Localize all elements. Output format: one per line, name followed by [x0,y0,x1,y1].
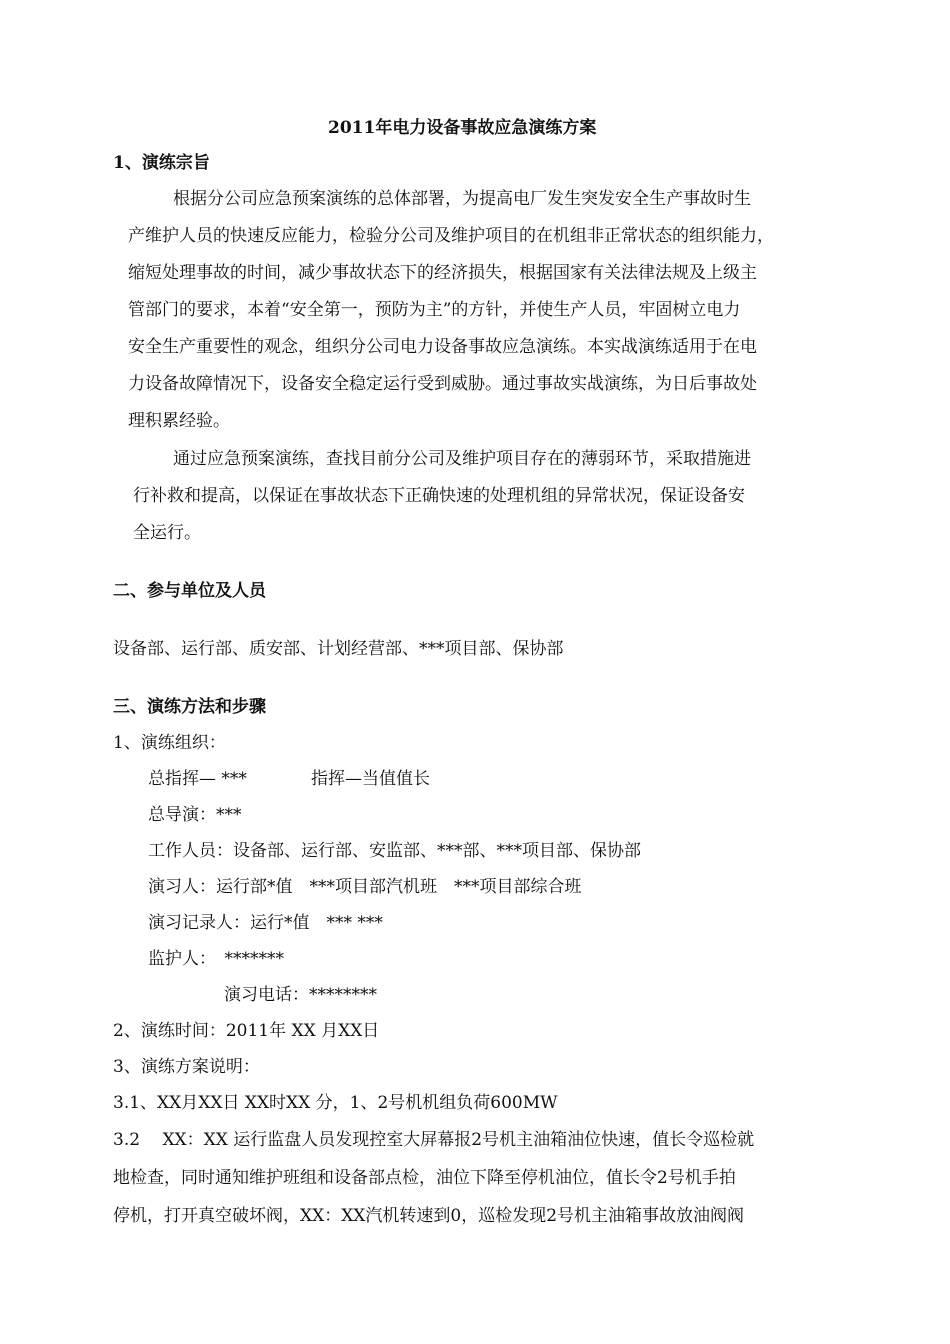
paragraph-line: 行补救和提高，以保证在事故状态下正确快速的处理机组的异常状况，保证设备安 [133,486,745,506]
paragraph-line: 力设备故障情况下，设备安全稳定运行受到威胁。通过事故实战演练，为日后事故处 [128,374,757,394]
paragraph-line: 产维护人员的快速反应能力，检验分公司及维护项目的在机组非正常状态的组织能力， [128,226,774,246]
plan-item-3-1: 3.1、XX月XX日 XX时XX 分，1、2号机机组负荷600MW [113,1093,558,1113]
plan-heading: 3、演练方案说明： [113,1057,260,1077]
drillers-line: 演习人：运行部*值 ***项目部汽机班 ***项目部综合班 [148,877,582,897]
section-1-heading: 1、演练宗旨 [113,153,210,173]
drill-time: 2、演练时间：2011年 XX 月XX日 [113,1021,380,1041]
organization-heading: 1、演练组织： [113,733,226,753]
staff-line: 工作人员：设备部、运行部、安监部、***部、***项目部、保协部 [148,841,641,861]
paragraph-line: 根据分公司应急预案演练的总体部署，为提高电厂发生突发安全生产事故时生 [173,189,751,209]
paragraph-line: 管部门的要求，本着“安全第一，预防为主”的方针，并使生产人员，牢固树立电力 [128,300,741,320]
phone-line: 演习电话：******** [224,985,377,1005]
recorder-line: 演习记录人：运行*值 *** *** [148,913,383,933]
plan-item-3-2-line: 停机，打开真空破坏阀，XX：XX汽机转速到0，巡检发现2号机主油箱事故放油阀阀 [113,1206,745,1226]
paragraph-line: 理积累经验。 [128,411,230,431]
section-3-heading: 三、演练方法和步骤 [113,697,266,717]
plan-item-3-2-line: 3.2 XX：XX 运行监盘人员发现控室大屏幕报2号机主油箱油位快速，值长令巡检就 [113,1130,755,1150]
commander-line: 总指挥— *** [148,769,247,789]
paragraph-line: 安全生产重要性的观念，组织分公司电力设备事故应急演练。本实战演练适用于在电 [128,337,757,357]
paragraph-line: 缩短处理事故的时间，减少事故状态下的经济损失，根据国家有关法律法规及上级主 [128,263,757,283]
document-title: 2011年电力设备事故应急演练方案 [328,118,597,138]
director-line: 总导演：*** [148,805,242,825]
plan-item-3-2-line: 地检查，同时通知维护班组和设备部点检，油位下降至停机油位，值长令2号机手拍 [113,1168,736,1188]
guardian-line: 监护人： ******* [148,949,284,969]
participating-units: 设备部、运行部、质安部、计划经营部、***项目部、保协部 [113,639,564,659]
paragraph-line: 通过应急预案演练，查找目前分公司及维护项目存在的薄弱环节，采取措施进 [173,449,751,469]
paragraph-line: 全运行。 [133,523,201,543]
duty-commander-line: 指挥—当值值长 [311,769,430,789]
section-2-heading: 二、参与单位及人员 [113,581,266,601]
